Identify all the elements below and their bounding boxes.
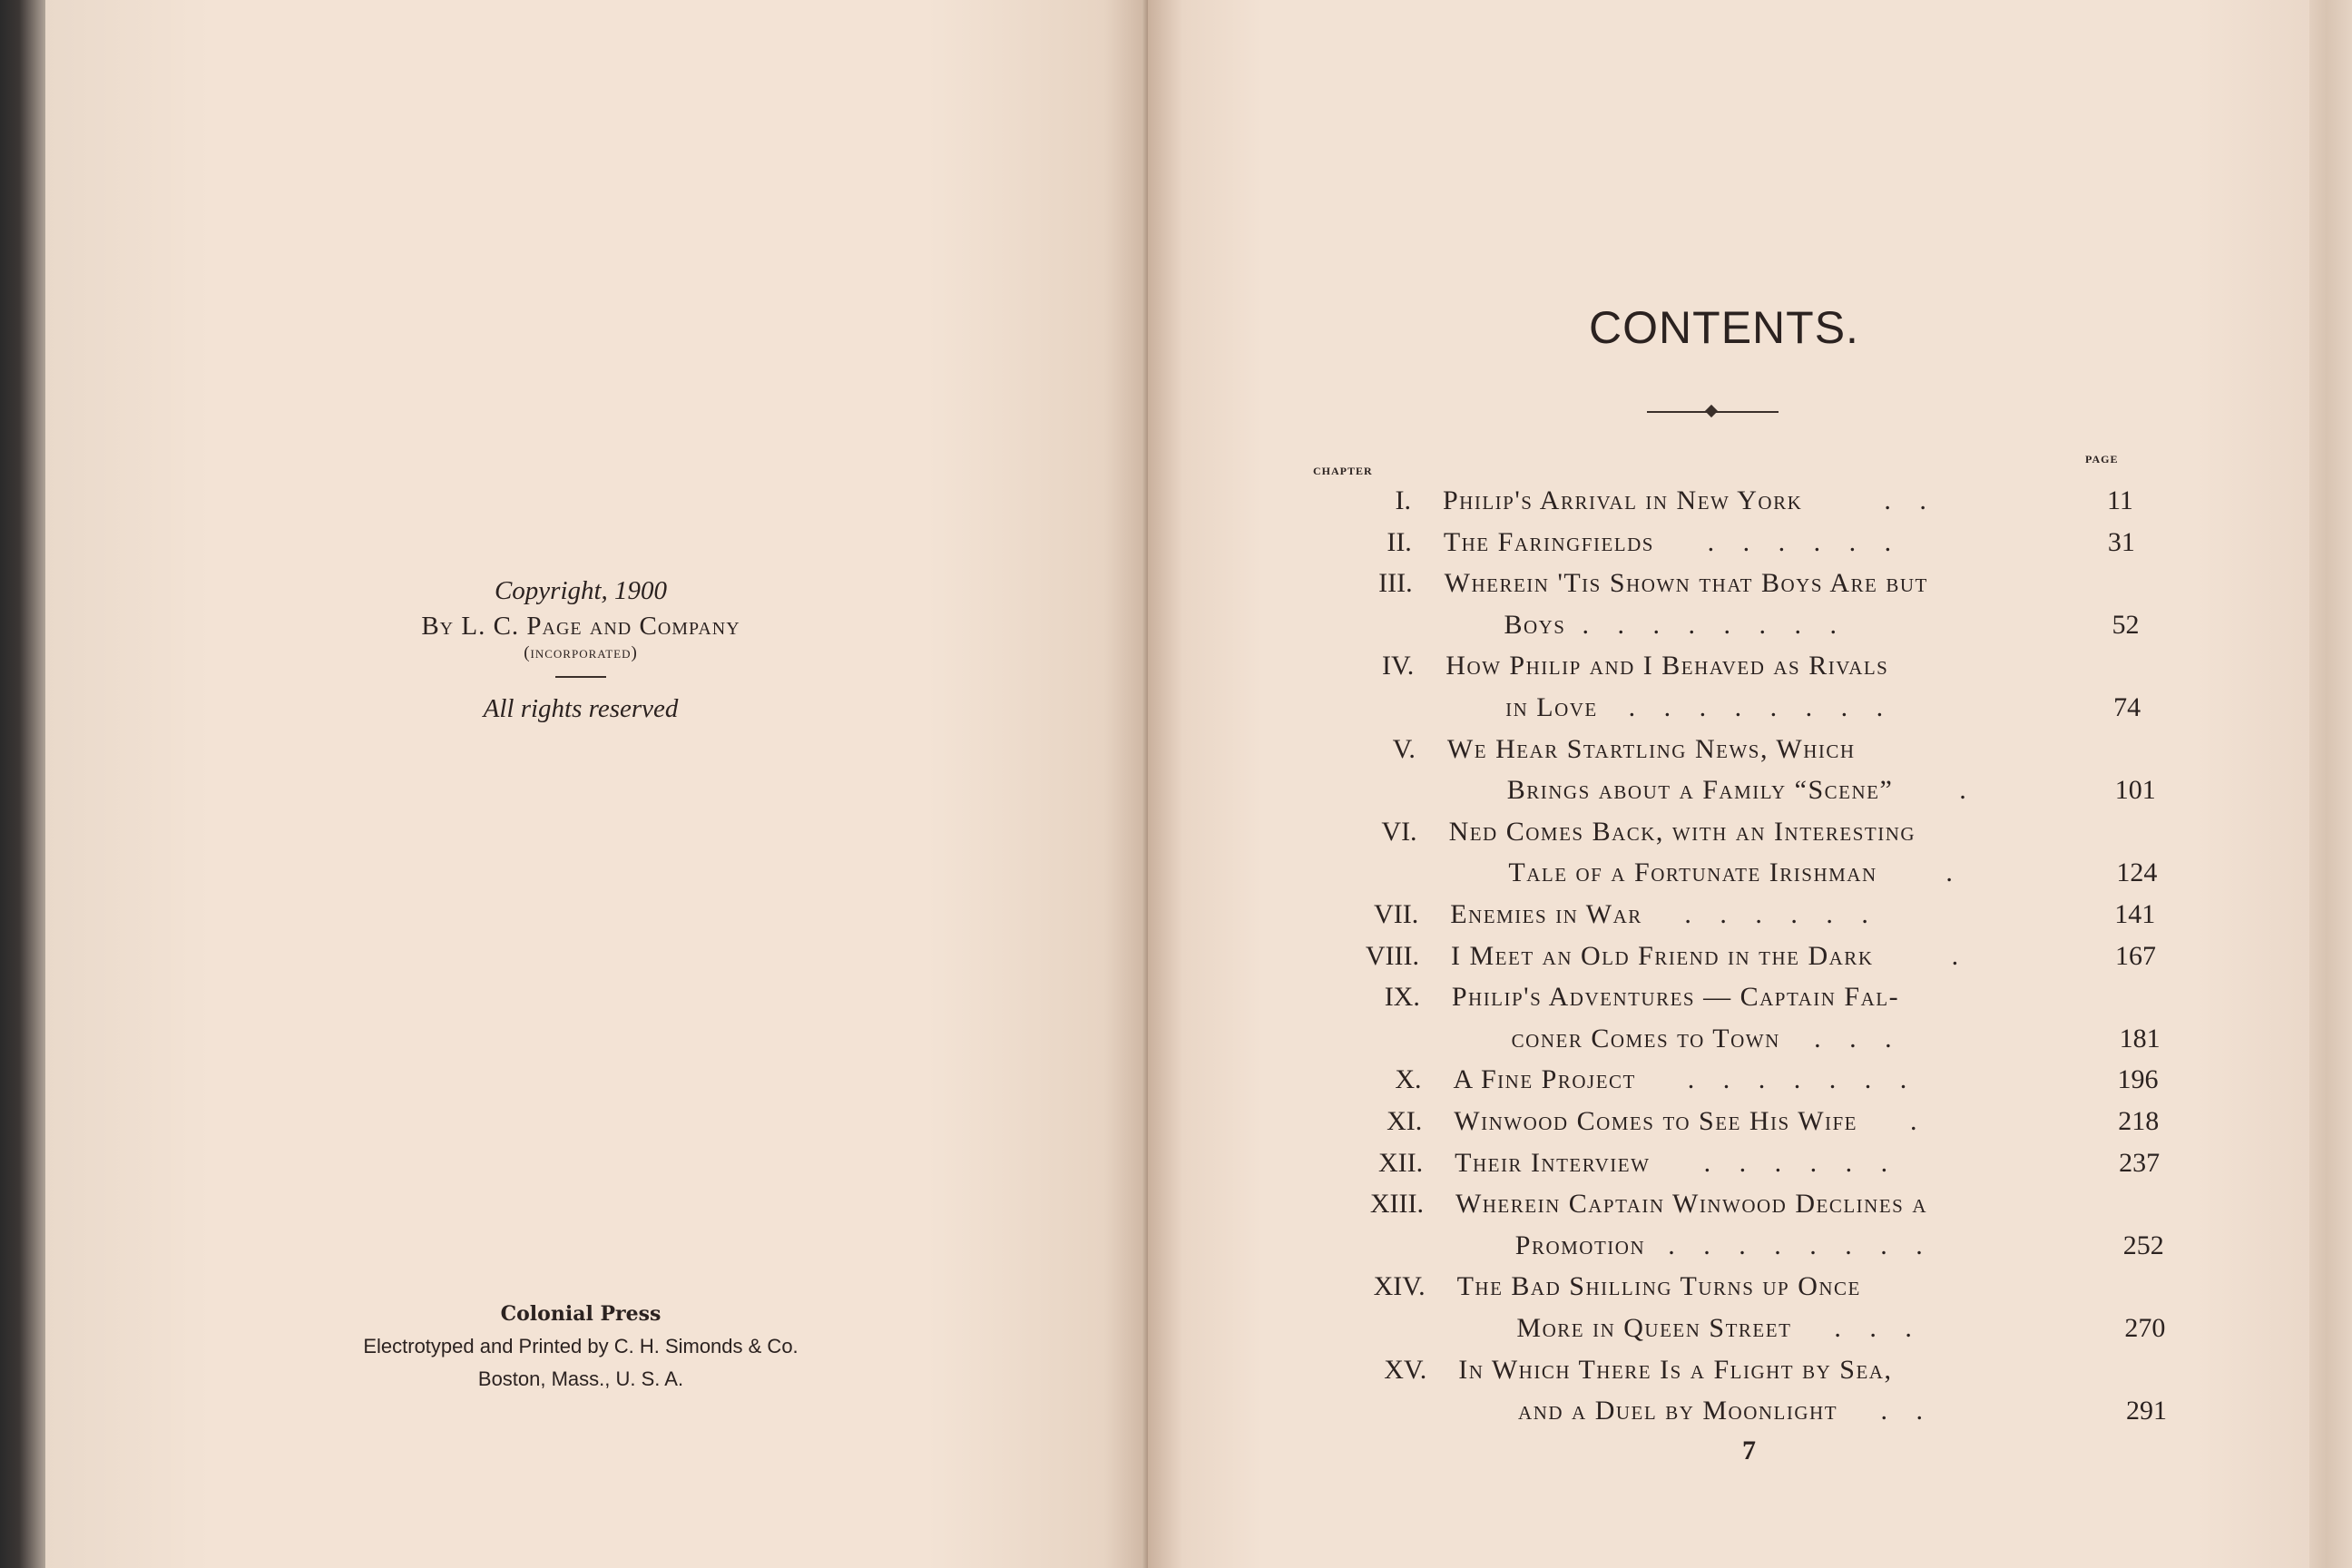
chapter-numeral: VII. — [1374, 899, 1419, 929]
leader-dots: . — [1910, 1106, 1928, 1136]
leader-dots: . . . . . . — [1703, 1147, 1899, 1178]
ornament-diamond-icon — [1705, 405, 1718, 417]
chapter-title: Wherein Captain Winwood Declines a — [1455, 1189, 1927, 1220]
page-number: 167 — [2115, 940, 2157, 971]
chapter-title: Philip's Arrival in New York — [1443, 485, 1803, 515]
leader-dots: . . . . . . . . — [1582, 609, 1847, 640]
chapter-numeral: X. — [1395, 1064, 1422, 1095]
chapter-title: The Faringfields — [1443, 526, 1654, 557]
chapter-title-continued: coner Comes to Town — [1511, 1023, 1780, 1054]
chapter-title-continued: Brings about a Family “Scene” — [1506, 775, 1894, 806]
leader-dots: . . . — [1834, 1313, 1923, 1343]
page-number: 141 — [2114, 899, 2156, 929]
page-number: 52 — [2112, 609, 2140, 640]
chapter-title-continued: in Love — [1505, 692, 1598, 722]
page-number: 196 — [2117, 1064, 2159, 1095]
rights-line: All rights reserved — [483, 694, 679, 723]
chapter-title: A Fine Project — [1453, 1064, 1636, 1095]
chapter-title: Their Interview — [1455, 1147, 1651, 1178]
page-number: 31 — [2107, 526, 2135, 557]
chapter-numeral: VIII. — [1365, 940, 1420, 971]
chapter-title: Enemies in War — [1450, 899, 1642, 929]
chapter-title: Wherein 'Tis Shown that Boys Are but — [1444, 568, 1928, 599]
page-number: 237 — [2119, 1147, 2161, 1178]
page-label: page — [2085, 449, 2119, 466]
copyright-block — [336, 576, 826, 724]
page-number: 101 — [2114, 775, 2156, 806]
leader-dots: . . . . . . . . — [1628, 692, 1895, 722]
page-number: 74 — [2113, 692, 2141, 722]
page-number: 181 — [2119, 1023, 2161, 1054]
leader-dots: . . . . . . . . — [1668, 1230, 1934, 1260]
page-number: 124 — [2116, 858, 2158, 888]
page-number: 291 — [2126, 1396, 2168, 1426]
chapter-numeral: I. — [1395, 485, 1411, 515]
press-name: Colonial Press — [500, 1302, 662, 1326]
chapter-title: We Hear Startling News, Which — [1446, 733, 1856, 764]
page-number: 270 — [2124, 1313, 2166, 1343]
chapter-numeral: XIV. — [1373, 1271, 1426, 1302]
chapter-title: Philip's Adventures — Captain Fal- — [1451, 982, 1900, 1013]
leader-dots: . . . . . . — [1707, 526, 1903, 557]
incorporated-line: (incorporated) — [524, 643, 638, 662]
page-number: 218 — [2118, 1106, 2160, 1136]
chapter-title: How Philip and I Behaved as Rivals — [1446, 651, 1889, 681]
leader-dots: . . . — [1814, 1023, 1903, 1054]
chapter-numeral: III. — [1378, 568, 1413, 599]
page-folio: 7 — [1742, 1436, 1756, 1465]
chapter-title: Ned Comes Back, with an Interesting — [1448, 816, 1916, 847]
chapter-title: I Meet an Old Friend in the Dark — [1451, 940, 1874, 971]
publisher-line: By L. C. Page and Company — [421, 612, 740, 641]
chapter-numeral: XV. — [1384, 1354, 1427, 1385]
leader-dots: . . . . . . . — [1687, 1064, 1918, 1095]
short-rule — [555, 676, 606, 678]
chapter-numeral: IV. — [1381, 651, 1415, 681]
chapter-title-continued: Promotion — [1514, 1230, 1646, 1260]
chapter-label: chapter — [1313, 461, 1373, 478]
leader-dots: . — [1951, 940, 1970, 971]
chapter-title-continued: Tale of a Fortunate Irishman — [1508, 858, 1877, 888]
copyright-line: Copyright, 1900 — [494, 576, 668, 605]
leader-dots: . . — [1880, 1396, 1935, 1426]
chapter-title: Winwood Comes to See His Wife — [1454, 1106, 1858, 1136]
chapter-numeral: IX. — [1384, 982, 1420, 1013]
printer-line: Electrotyped and Printed by C. H. Simonds & Co. — [363, 1335, 799, 1357]
chapter-title: In Which There Is a Flight by Sea, — [1458, 1354, 1893, 1385]
chapter-numeral: II. — [1387, 526, 1412, 557]
leader-dots: . . — [1884, 485, 1937, 515]
contents-title: CONTENTS. — [1589, 302, 1859, 353]
chapter-title-continued: Boys — [1504, 609, 1566, 640]
chapter-numeral: XIII. — [1369, 1189, 1424, 1220]
leader-dots: . — [1959, 775, 1977, 806]
chapter-title-continued: More in Queen Street — [1516, 1313, 1792, 1343]
chapter-numeral: XI. — [1387, 1106, 1423, 1136]
chapter-title: The Bad Shilling Turns up Once — [1456, 1271, 1861, 1302]
leader-dots: . . . . . . — [1684, 899, 1879, 929]
press-imprint — [299, 1302, 862, 1400]
page-number: 11 — [2107, 485, 2133, 515]
page-number: 252 — [2122, 1230, 2164, 1260]
chapter-numeral: XII. — [1377, 1147, 1424, 1178]
page-edge — [2309, 0, 2352, 1568]
chapter-title-continued: and a Duel by Moonlight — [1518, 1396, 1838, 1426]
ornament-rule — [1647, 407, 1779, 417]
location-line: Boston, Mass., U. S. A. — [477, 1367, 684, 1390]
chapter-numeral: V. — [1392, 733, 1416, 764]
chapter-numeral: VI. — [1381, 816, 1417, 847]
leader-dots: . — [1945, 858, 1964, 888]
